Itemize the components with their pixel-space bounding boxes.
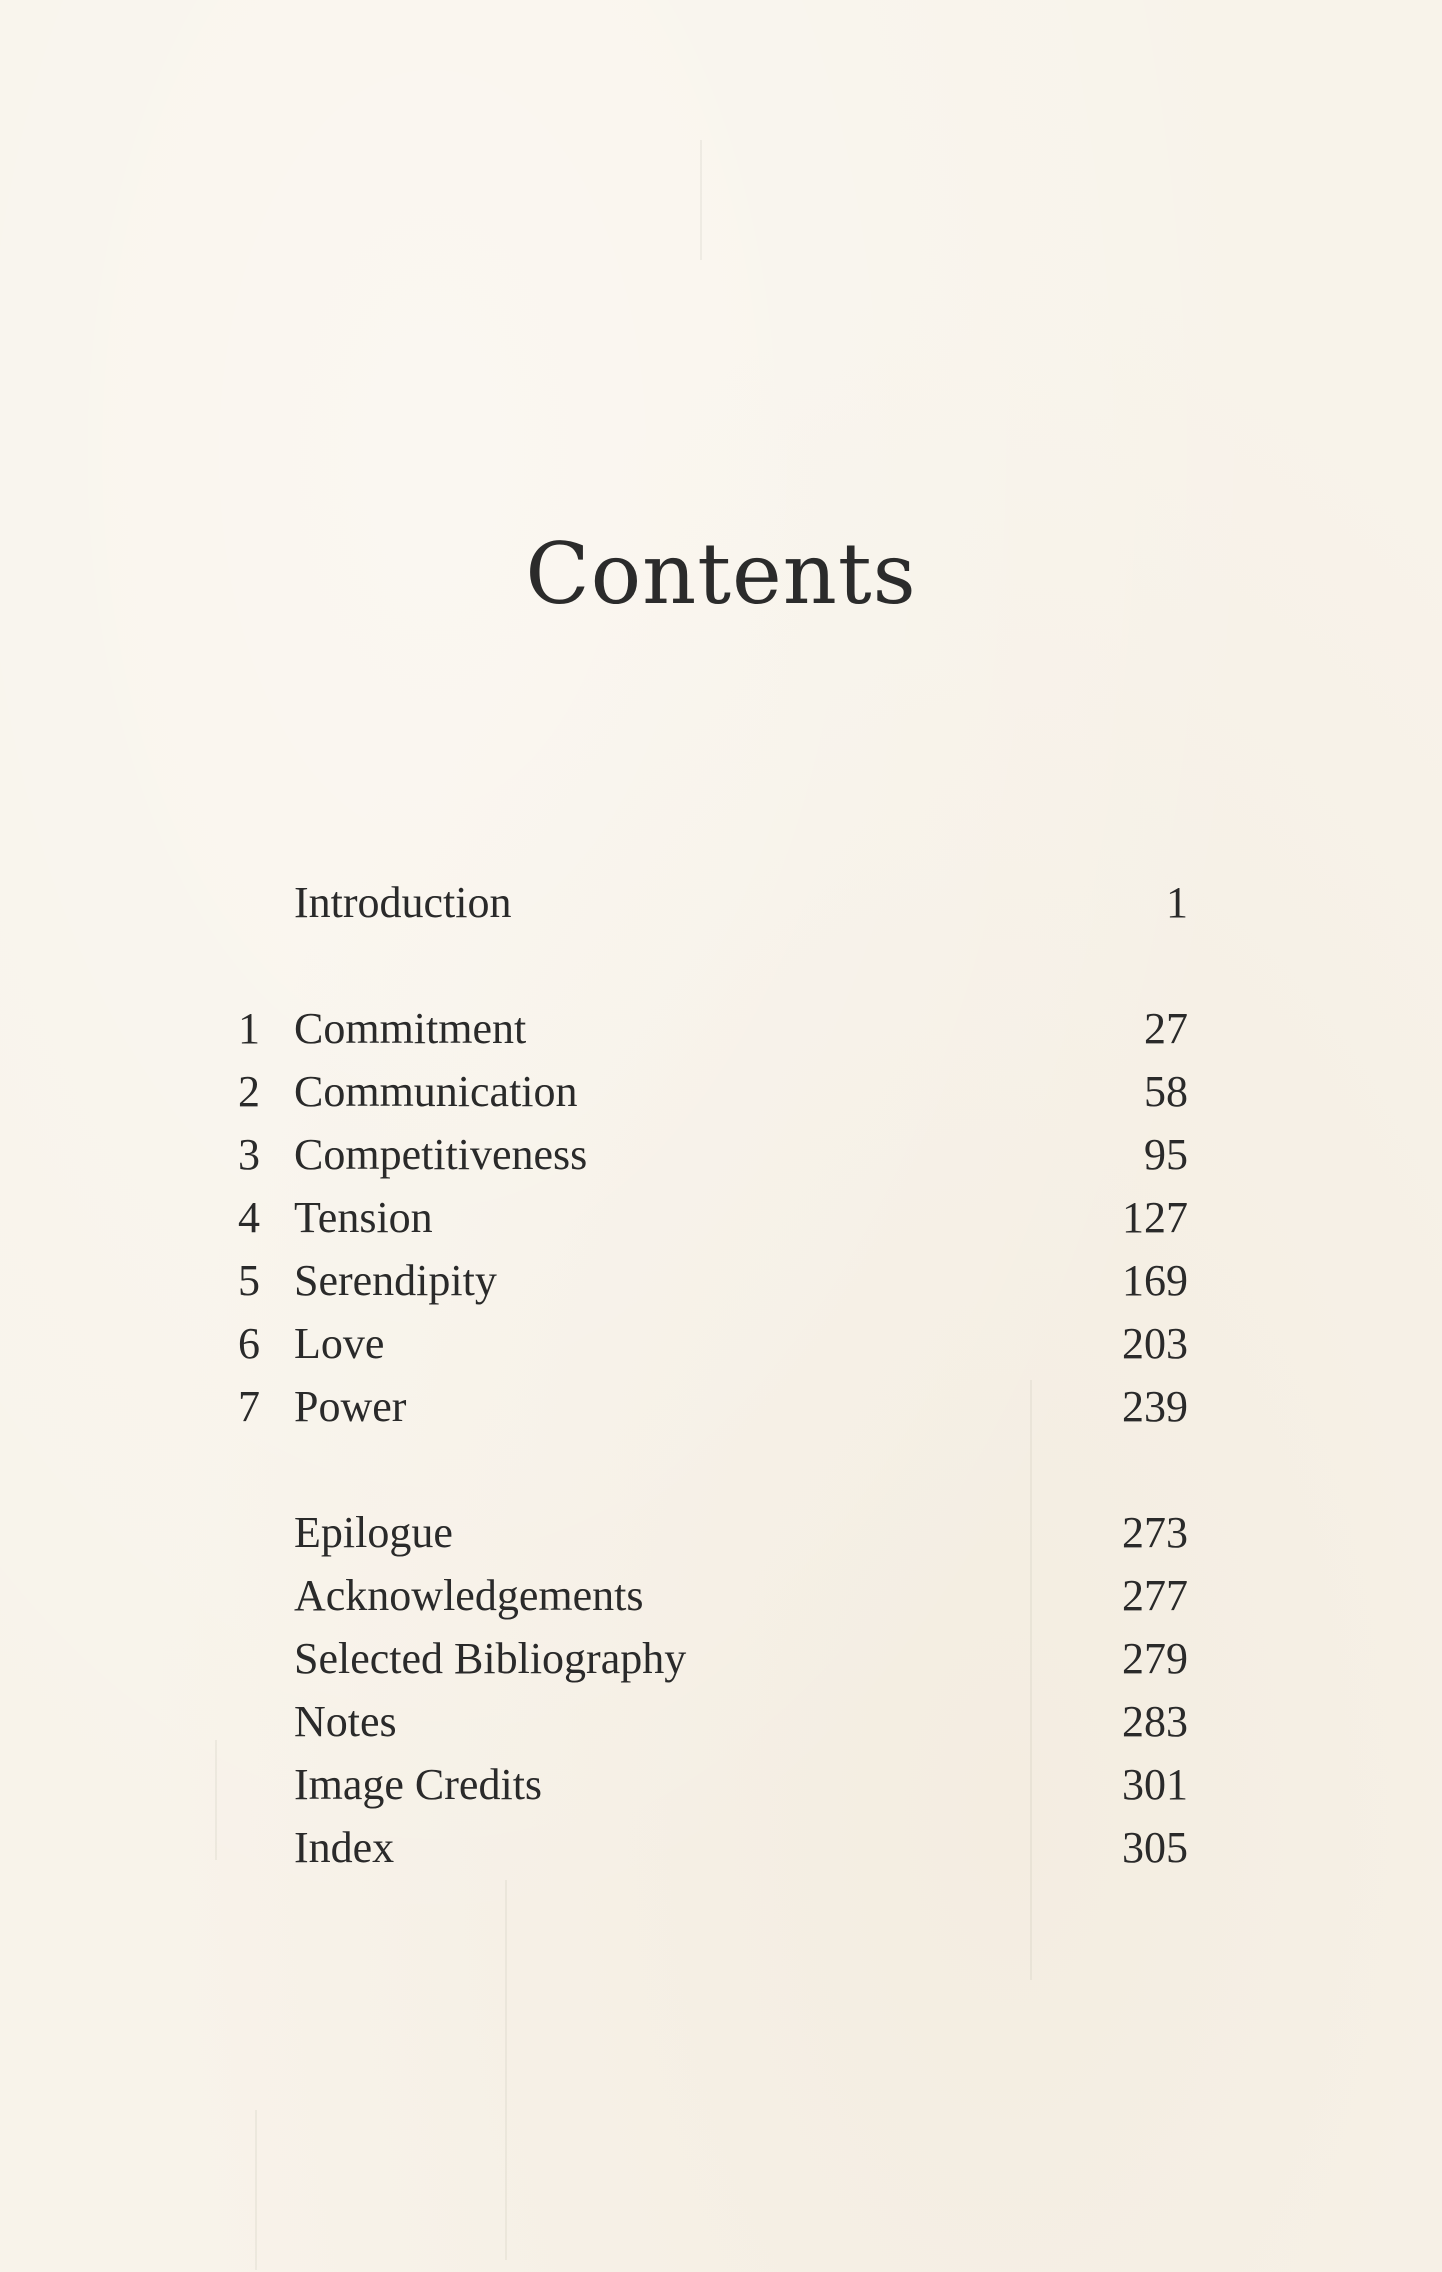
toc-entry-chapter-7 xyxy=(238,1377,1188,1437)
toc-entry-label: Tension xyxy=(294,1193,433,1242)
paper-mark xyxy=(215,1740,217,1860)
toc-entry-chapter-4 xyxy=(238,1188,1188,1248)
toc-entry-page: 1 xyxy=(1166,878,1188,927)
toc-entry-number: 6 xyxy=(238,1319,260,1368)
toc-entry-label: Introduction xyxy=(294,878,512,927)
paper-mark xyxy=(255,2110,257,2270)
paper-mark xyxy=(505,1880,507,2260)
toc-entry-label: Notes xyxy=(294,1697,397,1746)
toc-entry-acknowledgements xyxy=(238,1566,1188,1626)
toc-entry-page: 95 xyxy=(1144,1130,1188,1179)
toc-entry-selected-bibliography xyxy=(238,1629,1188,1689)
toc-entry-label: Power xyxy=(294,1382,407,1431)
toc-entry-introduction xyxy=(238,873,1188,933)
toc-entry-label: Epilogue xyxy=(294,1508,453,1557)
toc-entry-number: 5 xyxy=(238,1256,260,1305)
toc-entry-number: 3 xyxy=(238,1130,260,1179)
toc-entry-number: 2 xyxy=(238,1067,260,1116)
toc-entry-chapter-3 xyxy=(238,1125,1188,1185)
toc-entry-chapter-5 xyxy=(238,1251,1188,1311)
toc-entry-page: 169 xyxy=(1122,1256,1188,1305)
toc-entry-page: 283 xyxy=(1122,1697,1188,1746)
toc-entry-page: 127 xyxy=(1122,1193,1188,1242)
toc-entry-notes xyxy=(238,1692,1188,1752)
toc-entry-label: Selected Bibliography xyxy=(294,1634,687,1683)
toc-entry-index xyxy=(238,1818,1188,1878)
toc-entry-page: 301 xyxy=(1122,1760,1188,1809)
toc-entry-page: 277 xyxy=(1122,1571,1188,1620)
toc-entry-number: 1 xyxy=(238,1004,260,1053)
page-title: Contents xyxy=(525,525,917,623)
toc-entry-page: 27 xyxy=(1144,1004,1188,1053)
toc-entry-label: Love xyxy=(294,1319,385,1368)
paper-mark xyxy=(700,140,702,260)
toc-entry-chapter-2 xyxy=(238,1062,1188,1122)
toc-entry-page: 305 xyxy=(1122,1823,1188,1872)
toc-entry-epilogue xyxy=(238,1503,1188,1563)
toc-entry-number: 4 xyxy=(238,1193,260,1242)
toc-entry-label: Serendipity xyxy=(294,1256,497,1305)
toc-entry-page: 279 xyxy=(1122,1634,1188,1683)
toc-entry-label: Competitiveness xyxy=(294,1130,588,1179)
toc-entry-label: Commitment xyxy=(294,1004,527,1053)
toc-entry-number: 7 xyxy=(238,1382,260,1431)
toc-entry-label: Image Credits xyxy=(294,1760,543,1809)
toc-entry-label: Acknowledgements xyxy=(294,1571,644,1620)
toc-entry-page: 203 xyxy=(1122,1319,1188,1368)
toc-entry-chapter-6 xyxy=(238,1314,1188,1374)
toc-entry-page: 58 xyxy=(1144,1067,1188,1116)
toc-entry-page: 273 xyxy=(1122,1508,1188,1557)
toc-entry-label: Index xyxy=(294,1823,395,1872)
toc-entry-label: Communication xyxy=(294,1067,578,1116)
toc-entry-chapter-1 xyxy=(238,999,1188,1059)
toc-entry-image-credits xyxy=(238,1755,1188,1815)
toc-entry-page: 239 xyxy=(1122,1382,1188,1431)
